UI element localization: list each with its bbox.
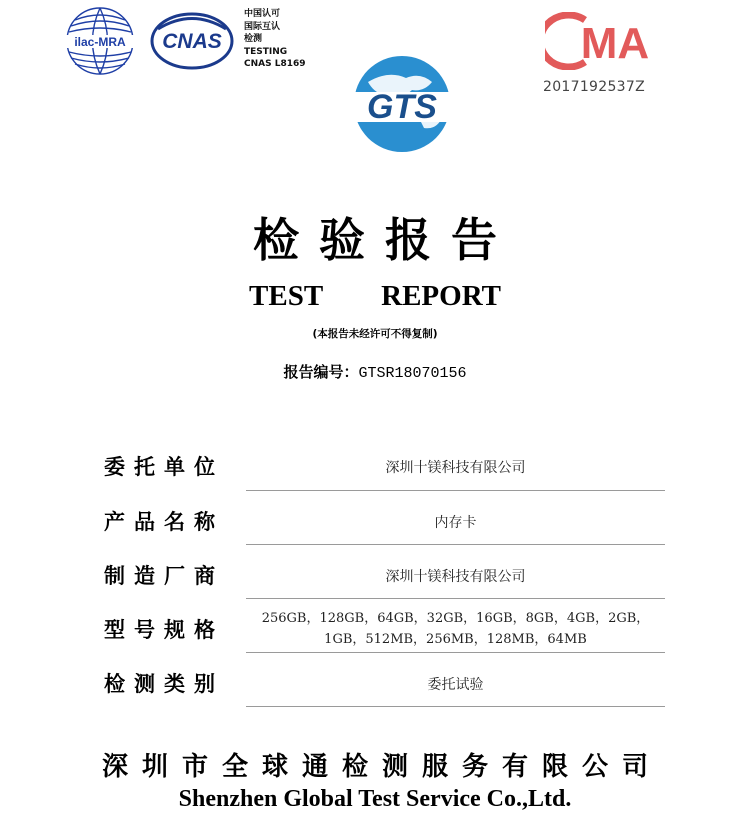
cnas-caption-line: TESTING [244, 46, 288, 57]
divider [246, 706, 665, 707]
report-title-cn: 检验报告 [253, 213, 517, 267]
gts-logo [328, 52, 476, 158]
report-number [0, 361, 750, 382]
divider [246, 544, 665, 545]
product-name-value: 内存卡 [434, 515, 477, 531]
divider [246, 652, 665, 653]
cnas-caption-line: CNAS L8169 [244, 59, 306, 69]
company-name-en: Shenzhen Global Test Service Co.,Ltd. [178, 786, 572, 812]
model-spec-line: 1GB，512MB，256MB，128MB，64MB [324, 632, 587, 647]
company-name-cn: 深圳市全球通检测服务有限公司 [101, 752, 662, 782]
test-category-value: 委托试验 [427, 677, 484, 693]
manufacturer-label: 制造厂商 [104, 564, 224, 588]
test-category-label: 检测类别 [104, 672, 224, 696]
divider [246, 598, 665, 599]
cnas-caption-line: 检测 [244, 34, 263, 44]
cnas-logo [150, 12, 234, 70]
manufacturer-value: 深圳十镁科技有限公司 [385, 569, 526, 585]
cma-code: 2017192537Z [543, 79, 645, 95]
copy-notice: (本报告未经许可不得复制) [312, 328, 438, 340]
divider [246, 490, 665, 491]
client-label: 委托单位 [104, 455, 224, 479]
client-value: 深圳十镁科技有限公司 [385, 460, 526, 476]
report-number-label: 报告编号： [283, 363, 359, 381]
ilac-text: ilac-MRA [74, 35, 126, 49]
cma-logo [545, 12, 657, 70]
cnas-text: CNAS [162, 30, 222, 53]
product-name-label: 产品名称 [104, 510, 224, 534]
gts-text: GTS [367, 88, 437, 126]
model-spec-label: 型号规格 [104, 618, 224, 642]
cnas-caption [244, 8, 306, 71]
report-number-value: GTSR18070156 [358, 365, 467, 382]
model-spec-line: 256GB，128GB，64GB，32GB，16GB，8GB，4GB，2GB， [261, 611, 650, 626]
model-spec-value [246, 608, 665, 650]
report-title-en: TEST REPORT [249, 280, 501, 312]
cma-text: MA [580, 19, 650, 68]
cnas-caption-line: 中国认可 [244, 9, 281, 19]
ilac-mra-logo [65, 6, 135, 76]
cnas-caption-line: 国际互认 [244, 21, 281, 32]
